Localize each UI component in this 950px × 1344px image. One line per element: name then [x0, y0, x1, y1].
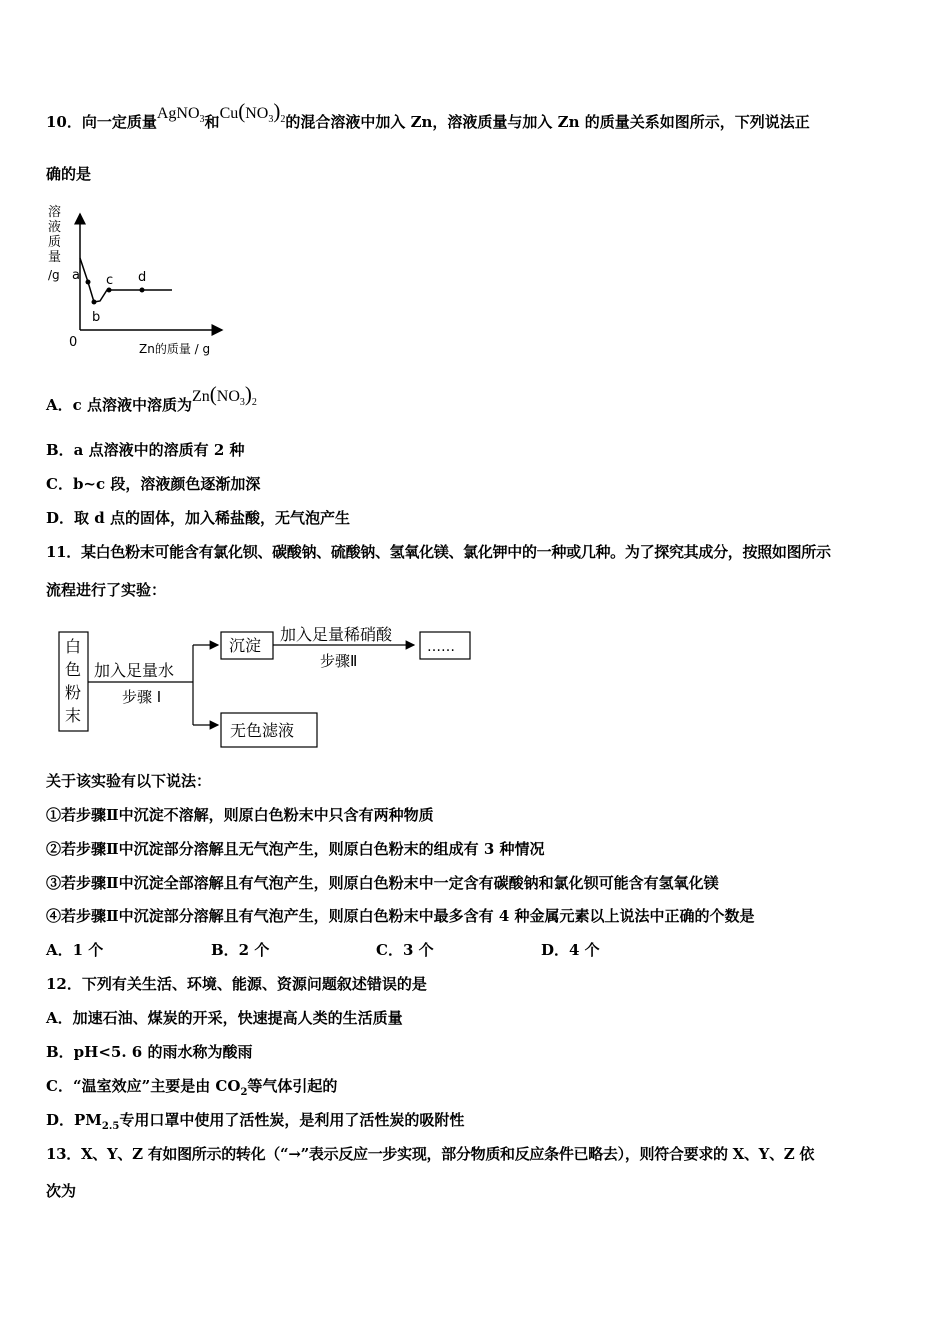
q11-option-c: C．3 个 — [376, 941, 434, 959]
q10-graph — [44, 200, 234, 360]
q11-statement-3: ③若步骤Ⅱ中沉淀全部溶解且有气泡产生，则原白色粉末中一定含有碳酸钠和氯化钡可能含有氢氧化镁 — [46, 874, 719, 892]
q13-stem-line2: 次为 — [46, 1182, 77, 1200]
svg-text:溶: 溶 — [48, 205, 62, 220]
label-c: c — [106, 273, 114, 288]
step2-action: 加入足量稀硝酸 — [280, 625, 393, 644]
q10-stem-prefix: 10．向一定质量 — [46, 113, 157, 131]
q10-stem-line1 — [46, 99, 810, 139]
point-c — [107, 288, 112, 293]
q11-statement-1: ①若步骤Ⅱ中沉淀不溶解，则原白色粉末中只含有两种物质 — [46, 806, 434, 824]
cuno32-formula: $Cu(NO_3)_2$ — [219, 99, 286, 125]
q12-stem: 12．下列有关生活、环境、能源、资源问题叙述错误的是 — [46, 975, 427, 993]
label-a: a — [72, 268, 80, 283]
q10-and: 和 — [204, 113, 220, 131]
svg-text:/g: /g — [48, 268, 60, 282]
q11-stem-line2: 流程进行了实验： — [46, 581, 167, 599]
origin-label: 0 — [69, 335, 78, 350]
filtrate-label: 无色滤液 — [230, 721, 295, 740]
point-b — [92, 300, 97, 305]
q10-option-c: C．b~c 段，溶液颜色逐渐加深 — [46, 475, 261, 493]
q10-option-b: B．a 点溶液中的溶质有 2 种 — [46, 441, 245, 459]
svg-text:粉: 粉 — [64, 683, 82, 702]
step2-label: 步骤Ⅱ — [320, 652, 358, 670]
label-b: b — [92, 310, 101, 325]
white-powder-label — [65, 637, 81, 725]
x-axis-label: Zn的质量 / g — [139, 342, 211, 356]
point-d — [140, 288, 145, 293]
result-label: …… — [427, 639, 455, 655]
step1-action: 加入足量水 — [94, 661, 175, 680]
label-d: d — [138, 270, 147, 285]
q11-option-a: A．1 个 — [46, 941, 104, 959]
q11-stem-line1: 11．某白色粉末可能含有氯化钡、碳酸钠、硫酸钠、氢氧化镁、氯化钾中的一种或几种。为了探究其成分，按照如图所示 — [46, 543, 831, 561]
q12-option-b: B．pH<5. 6 的雨水称为酸雨 — [46, 1043, 253, 1061]
q11-option-d: D．4 个 — [541, 941, 600, 959]
q12-option-c: C．“温室效应”主要是由 $CO_2$等气体引起的 — [46, 1077, 338, 1098]
svg-text:末: 末 — [64, 706, 82, 725]
q10-stem-line2: 确的是 — [46, 165, 92, 183]
precipitate-label: 沉淀 — [229, 636, 262, 655]
q11-option-b: B．2 个 — [211, 941, 270, 959]
q13-stem-line1: 13．X、Y、Z 有如图所示的转化（“→”表示反应一步实现，部分物质和反应条件已略去），则符合要求的 X、Y、Z 依 — [46, 1145, 815, 1163]
q10-option-a: A．c 点溶液中溶质为$Zn(NO_3)_2$ — [46, 382, 257, 414]
y-axis-label — [48, 204, 61, 282]
point-a — [86, 280, 91, 285]
agno3-formula: AgNO$_3$ — [156, 105, 205, 125]
svg-text:白: 白 — [64, 637, 82, 656]
svg-text:色: 色 — [64, 660, 82, 679]
q10-option-d: D．取 d 点的固体，加入稀盐酸，无气泡产生 — [46, 509, 350, 527]
q11-intro: 关于该实验有以下说法： — [46, 772, 212, 790]
step1-label: 步骤 I — [122, 688, 162, 706]
q12-option-a: A．加速石油、煤炭的开采，快速提高人类的生活质量 — [46, 1009, 403, 1027]
q11-statement-4: ④若步骤Ⅱ中沉淀部分溶解且有气泡产生，则原白色粉末中最多含有 4 种金属元素以上说法中正确的个数是 — [46, 907, 755, 925]
znno32-formula: $Zn(NO_3)_2$ — [192, 382, 257, 408]
q10-stem-suffix: 的混合溶液中加入 Zn，溶液质量与加入 Zn 的质量关系如图所示，下列说法正 — [285, 113, 810, 131]
mass-curve — [80, 258, 172, 302]
svg-text:量: 量 — [48, 250, 62, 265]
svg-text:液: 液 — [48, 220, 62, 235]
q11-flowchart — [52, 620, 492, 755]
svg-text:质: 质 — [48, 235, 62, 250]
q11-statement-2: ②若步骤Ⅱ中沉淀部分溶解且无气泡产生，则原白色粉末的组成有 3 种情况 — [46, 840, 545, 858]
q11-options — [46, 940, 600, 960]
q12-option-d: D．$PM_{2.5}$专用口罩中使用了活性炭，是利用了活性炭的吸附性 — [46, 1111, 465, 1132]
